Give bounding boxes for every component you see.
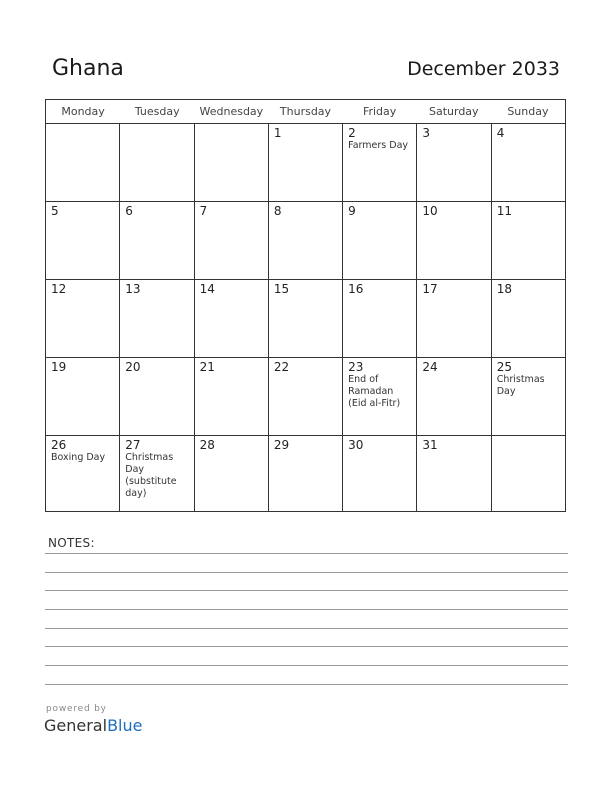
day-cell bbox=[492, 436, 565, 512]
brand-logo-part2: Blue bbox=[107, 716, 143, 735]
day-cell bbox=[269, 280, 343, 357]
day-cell bbox=[269, 436, 343, 512]
day-cell bbox=[195, 124, 269, 201]
brand-logo bbox=[44, 716, 142, 736]
day-cell bbox=[417, 280, 491, 357]
day-number: 30 bbox=[348, 438, 364, 452]
note-line bbox=[45, 553, 568, 554]
day-number: 8 bbox=[273, 204, 282, 218]
day-cell bbox=[46, 202, 120, 279]
day-number: 22 bbox=[273, 360, 290, 374]
weekday-label: Friday bbox=[362, 105, 397, 118]
week-row bbox=[46, 280, 565, 358]
day-cell bbox=[269, 358, 343, 435]
day-number: 21 bbox=[199, 360, 215, 374]
day-cell bbox=[417, 436, 491, 512]
weekday-header-row bbox=[46, 100, 565, 124]
day-number: 16 bbox=[348, 282, 364, 296]
day-number: 12 bbox=[51, 282, 67, 296]
day-cell bbox=[492, 280, 565, 357]
day-cell bbox=[120, 124, 194, 201]
day-cell bbox=[417, 124, 491, 201]
day-cell bbox=[46, 280, 120, 357]
day-cell bbox=[46, 124, 120, 201]
day-number: 26 bbox=[51, 438, 67, 452]
week-row bbox=[46, 202, 565, 280]
note-line bbox=[45, 590, 568, 591]
day-cell bbox=[120, 436, 194, 512]
weekday-label: Thursday bbox=[279, 105, 332, 118]
weekday-label: Sunday bbox=[507, 105, 549, 118]
brand-logo-part1: General bbox=[44, 716, 108, 735]
day-cell bbox=[195, 202, 269, 279]
country-title: Ghana bbox=[52, 56, 124, 81]
day-number: 9 bbox=[348, 204, 356, 218]
weekday-label: Wednesday bbox=[199, 105, 264, 118]
day-number: 20 bbox=[125, 360, 141, 374]
day-number: 15 bbox=[273, 282, 290, 296]
note-line bbox=[45, 609, 568, 610]
weekday-label: Saturday bbox=[428, 105, 479, 118]
day-number: 24 bbox=[422, 360, 438, 374]
day-cell bbox=[46, 358, 120, 435]
day-cell bbox=[269, 202, 343, 279]
note-line bbox=[45, 628, 568, 629]
day-cell bbox=[492, 124, 565, 201]
day-number: 28 bbox=[199, 438, 215, 452]
day-event: Christmas Day bbox=[496, 374, 545, 397]
day-cell bbox=[120, 358, 194, 435]
day-number: 18 bbox=[496, 282, 512, 296]
note-line bbox=[45, 665, 568, 666]
day-event: Christmas Day (substitute day) bbox=[125, 452, 177, 499]
day-number: 23 bbox=[348, 360, 364, 374]
day-cell bbox=[195, 436, 269, 512]
month-title: December 2033 bbox=[407, 58, 560, 80]
week-row bbox=[46, 124, 565, 202]
day-number: 14 bbox=[199, 282, 215, 296]
day-number: 1 bbox=[273, 126, 282, 140]
day-number: 5 bbox=[51, 204, 59, 218]
day-number: 25 bbox=[496, 360, 512, 374]
day-number: 13 bbox=[125, 282, 141, 296]
note-line bbox=[45, 684, 568, 685]
day-cell bbox=[343, 124, 417, 201]
day-number: 4 bbox=[496, 126, 505, 140]
day-number: 31 bbox=[422, 438, 438, 452]
day-cell bbox=[343, 358, 417, 435]
notes-label: NOTES: bbox=[48, 536, 95, 550]
day-cell bbox=[492, 202, 565, 279]
day-event: End of Ramadan (Eid al-Fitr) bbox=[348, 374, 401, 409]
week-row bbox=[46, 436, 565, 512]
weekday-label: Tuesday bbox=[134, 105, 180, 118]
day-number: 17 bbox=[422, 282, 438, 296]
calendar-grid bbox=[45, 99, 566, 512]
day-number: 10 bbox=[422, 204, 438, 218]
day-number: 29 bbox=[273, 438, 290, 452]
day-cell bbox=[120, 202, 194, 279]
day-cell bbox=[195, 358, 269, 435]
day-cell bbox=[492, 358, 565, 435]
day-cell bbox=[343, 280, 417, 357]
day-number: 11 bbox=[496, 204, 512, 218]
day-number: 7 bbox=[199, 204, 208, 218]
day-number: 2 bbox=[348, 126, 356, 140]
note-line bbox=[45, 572, 568, 573]
note-line bbox=[45, 646, 568, 647]
day-number: 6 bbox=[125, 204, 133, 218]
day-event: Boxing Day bbox=[51, 452, 106, 463]
week-row bbox=[46, 358, 565, 436]
day-cell bbox=[120, 280, 194, 357]
day-cell bbox=[46, 436, 120, 512]
weekday-label: Monday bbox=[61, 105, 105, 118]
day-cell bbox=[343, 202, 417, 279]
day-event: Farmers Day bbox=[348, 140, 409, 151]
day-number: 3 bbox=[422, 126, 431, 140]
day-number: 27 bbox=[125, 438, 141, 452]
day-number: 19 bbox=[51, 360, 67, 374]
day-cell bbox=[417, 358, 491, 435]
day-cell bbox=[343, 436, 417, 512]
day-cell bbox=[269, 124, 343, 201]
day-cell bbox=[417, 202, 491, 279]
powered-by-text: powered by bbox=[46, 704, 107, 714]
day-cell bbox=[195, 280, 269, 357]
